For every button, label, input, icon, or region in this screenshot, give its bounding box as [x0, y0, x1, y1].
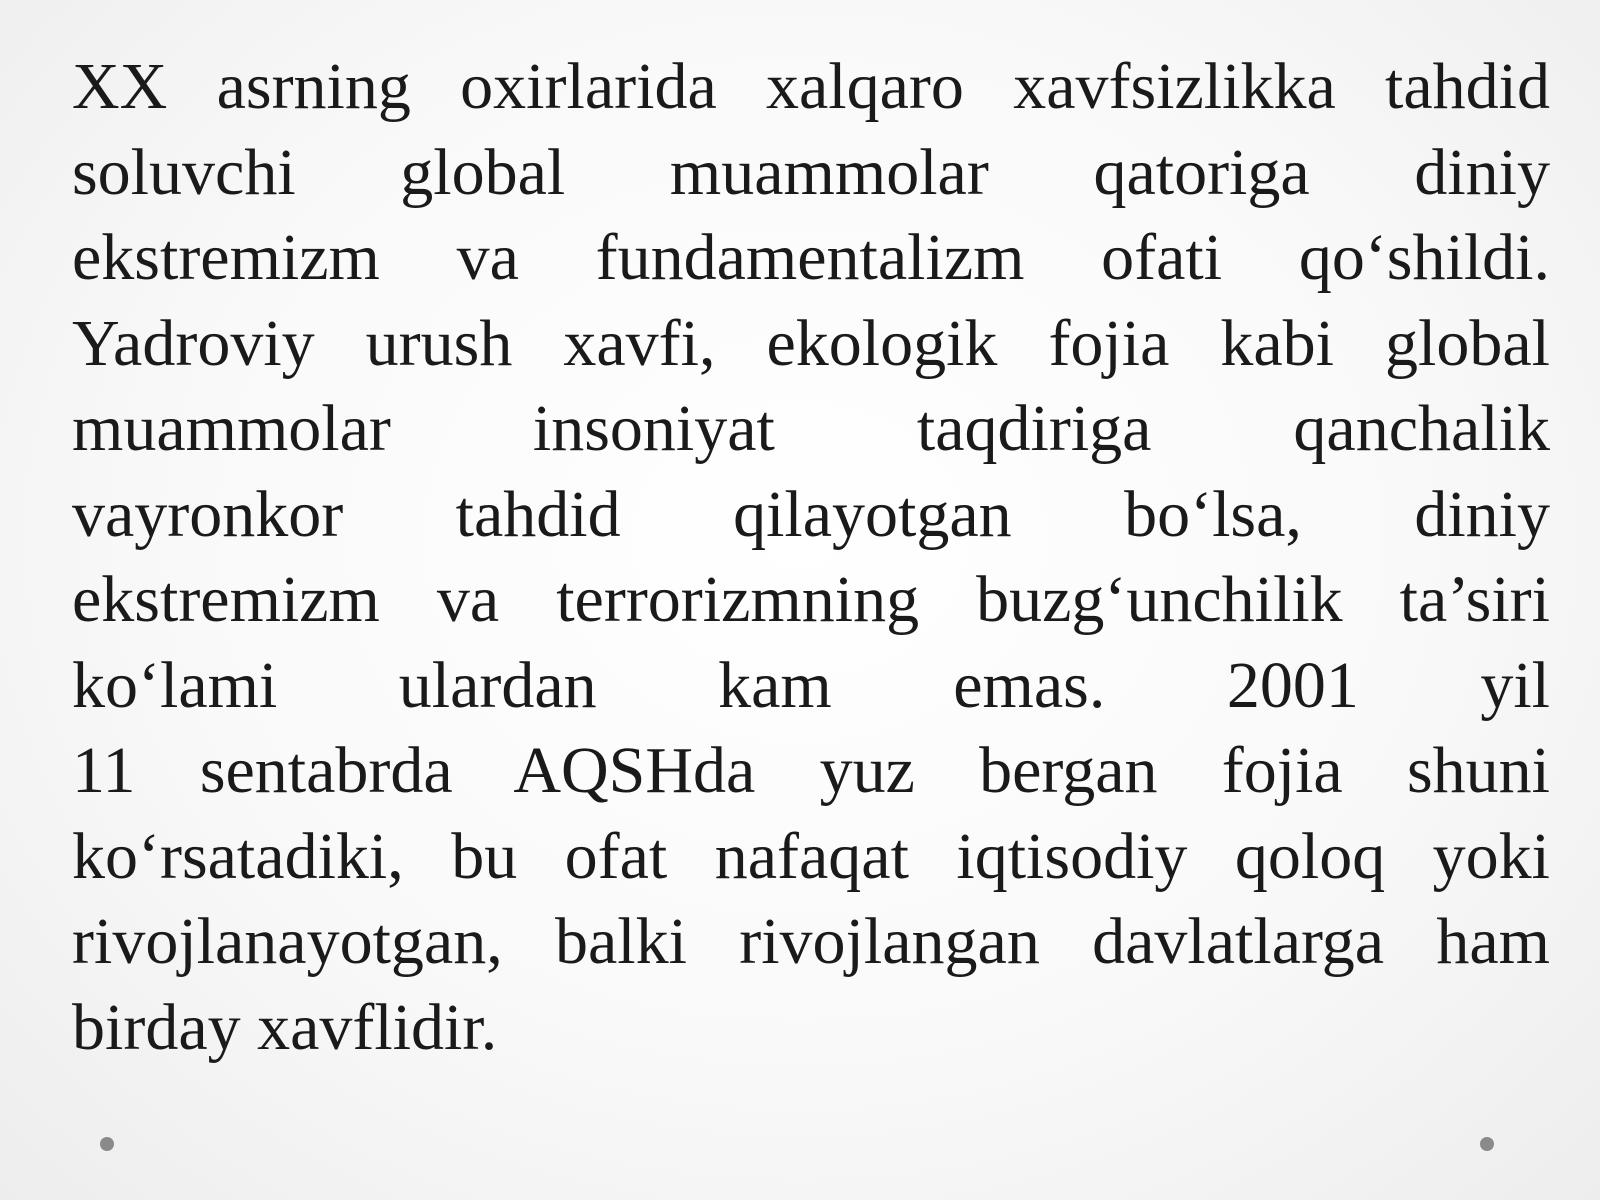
text-line-2: soluvchi global muammolar qatoriga diniy: [72, 135, 1550, 209]
text-line-10: ko‘rsatadiki, bu ofat nafaqat iqtisodiy qoloq yoki: [72, 819, 1550, 893]
text-line-5: muammolar insoniyat taqdiriga qanchalik: [72, 392, 1550, 465]
text-line-1: XX asrning oxirlarida xalqaro xavfsizlikka tahdid: [72, 50, 1550, 123]
text-line-4: Yadroviy urush xavfi, ekologik fojia kabi global: [72, 306, 1550, 380]
text-line-6: vayronkor tahdid qilayotgan bo‘lsa, diniy: [72, 477, 1550, 551]
decorative-dot-left: [100, 1137, 114, 1151]
text-line-11: rivojlanayotgan, balki rivojlangan davlatlarga ham: [72, 905, 1550, 978]
body-text: [72, 44, 1550, 1070]
text-line-12: birday xavflidir.: [72, 990, 498, 1064]
text-line-3: ekstremizm va fundamentalizm ofati qo‘shildi.: [72, 221, 1550, 294]
decorative-dot-right: [1480, 1137, 1494, 1151]
text-line-9: 11 sentabrda AQSHda yuz bergan fojia shuni: [72, 734, 1550, 807]
text-line-7: ekstremizm va terrorizmning buzg‘unchilik ta’siri: [72, 563, 1550, 636]
text-line-8: ko‘lami ulardan kam emas. 2001 yil: [72, 648, 1550, 722]
